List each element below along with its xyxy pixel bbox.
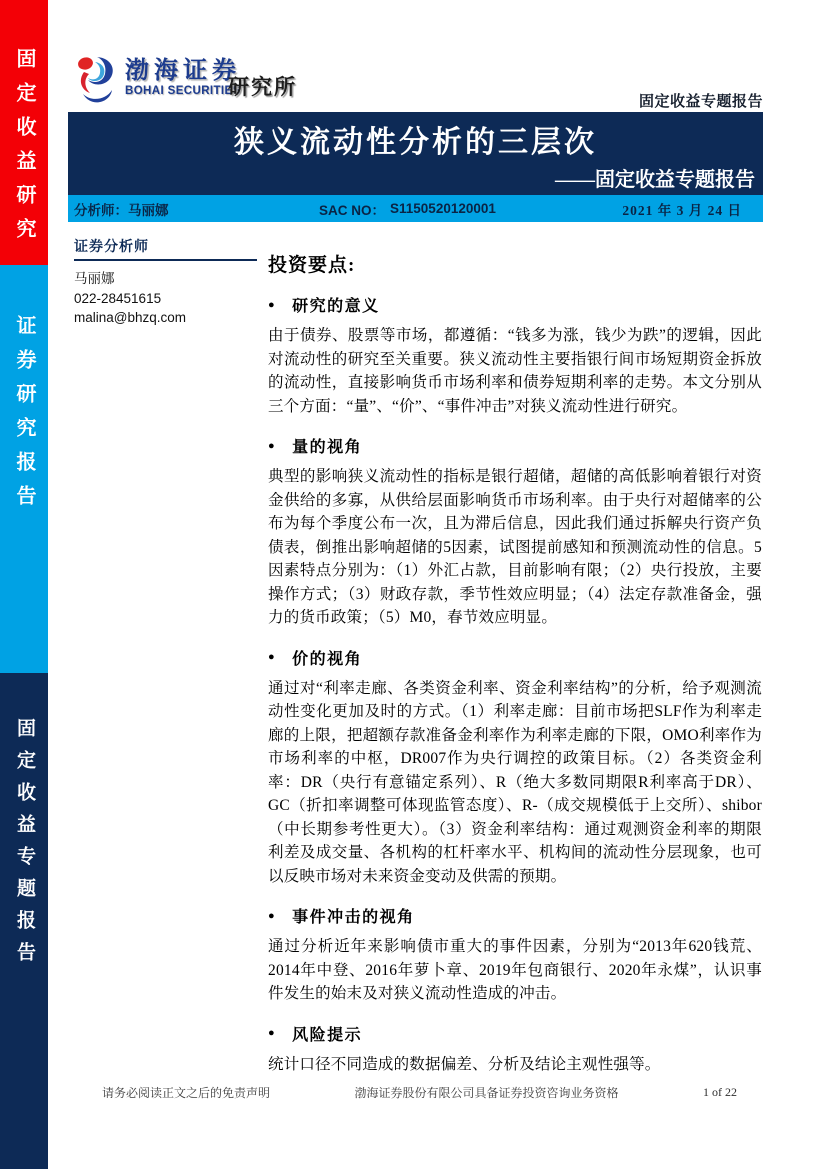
footer-page-number: 1 of 22: [703, 1085, 737, 1099]
section-heading: [268, 293, 762, 316]
section-body: 通过对“利率走廊、各类资金利率、资金利率结构”的分析，给予观测流动性变化更加及时的方式。（1）利率走廊：目前市场把SLF作为利率走廊的上限，把超额存款准备金利率作为利率走廊的下限，OMO利率作为市场利率的中枢，DR007作为央行调控的政策目标。（2）各类资金利率：DR（央行有意锚定系列）、R（绝大多数同期限R利率高于DR）、GC（折扣率调整可体现监管态度）、R-（成交规模低于上交所）、shibor（中长期参考性更大）。（3）资金利率结构：通过观测资金利率的期限利差及成交量、各机构的杠杆率水平、机构间的流动性分层现象，也可以反映市场对未来资金变动及供需的预期。: [268, 679, 762, 885]
section-title: 研究的意义: [292, 298, 380, 315]
main-content: [268, 250, 762, 1076]
section-body: 通过分析近年来影响债市重大的事件因素，分别为“2013年620钱荒、2014年中登、2016年萝卜章、2019年包商银行、2020年永煤”，认识事件发生的始末及对狭义流动性造成的冲击。: [268, 938, 762, 1002]
bullet-icon: ●: [268, 298, 277, 311]
bullet-icon: ●: [268, 1027, 277, 1039]
research-institute-label: 研究所: [228, 75, 297, 99]
bullet-icon: ●: [268, 909, 277, 922]
bohai-logo-icon: [76, 55, 120, 105]
section-title: 事件冲击的视角: [292, 909, 415, 926]
logo-name-en: BOHAI SECURITIES: [125, 85, 241, 97]
section-price-perspective: [268, 646, 762, 889]
analyst-name: 马丽娜: [74, 271, 115, 286]
report-title: 狭义流动性分析的三层次: [234, 126, 597, 159]
footer-disclaimer: 请务必阅读正文之后的免责声明: [102, 1086, 271, 1100]
section-heading: [268, 904, 762, 927]
analyst-meta-bar: [68, 195, 763, 222]
section-title: 风险提示: [292, 1026, 363, 1044]
logo-text: [125, 58, 241, 105]
report-subtitle: ——固定收益专题报告: [555, 169, 755, 191]
section-title: 量的视角: [292, 439, 363, 456]
analyst-name-label: 分析师：马丽娜: [74, 202, 169, 218]
sidebar-label-fixed-income-research: 固定收益研究: [13, 48, 35, 252]
company-logo: [76, 55, 241, 105]
section-body: 统计口径不同造成的数据偏差、分析及结论主观性强等。: [268, 1055, 661, 1073]
sidebar-section-top: [0, 0, 48, 265]
sidebar-label-securities-research-report: 证券研究报告: [13, 315, 35, 519]
sidebar-section-bottom: [0, 673, 48, 1169]
bullet-icon: ●: [268, 651, 277, 663]
section-body: 由于债券、股票等市场，都遵循：“钱多为涨，钱少为跌”的逻辑，因此对流动性的研究至关重要。狭义流动性主要指银行间市场短期资金拆放的流动性，直接影响货币市场利率和债券短期利率的走势。本文分别从三个方面：“量”、“价”、“事件冲击”对狭义流动性进行研究。: [268, 327, 762, 415]
bullet-icon: ●: [268, 439, 277, 452]
analyst-contact-card: [74, 236, 257, 325]
section-research-significance: [268, 293, 762, 418]
section-title: 价的视角: [292, 650, 363, 668]
section-heading: [268, 646, 762, 669]
report-date: 2021 年 3 月 24 日: [622, 202, 742, 218]
section-risk-warning: [268, 1022, 762, 1077]
title-banner: [68, 112, 763, 195]
footer-qualification: 渤海证券股份有限公司具备证券投资咨询业务资格: [354, 1086, 619, 1100]
section-heading: [268, 1022, 762, 1045]
analyst-email: malina@bhzq.com: [74, 310, 187, 325]
sidebar-section-middle: [0, 265, 48, 673]
section-event-shock-perspective: [268, 904, 762, 1006]
logo-name-cn: 渤海证券: [125, 58, 241, 84]
section-heading: [268, 434, 762, 457]
report-type-label: 固定收益专题报告: [638, 94, 763, 110]
sac-no-label: SAC NO：: [319, 202, 386, 218]
analyst-card-title: 证券分析师: [74, 236, 257, 261]
section-quantity-perspective: [268, 434, 762, 630]
sac-no-value: S1150520120001: [390, 201, 496, 216]
analyst-phone: 022-28451615: [74, 291, 162, 306]
section-body: 典型的影响狭义流动性的指标是银行超储，超储的高低影响着银行对资金供给的多寡，从供给层面影响货币市场利率。由于央行对超储率的公布为每个季度公布一次，且为滞后信息，因此我们通过拆解央行资产负债表，倒推出影响超储的5因素，试图提前感知和预测流动性的信息。5因素特点分别为：（1）外汇占款，目前影响有限；（2）央行投放，主要操作方式；（3）财政存款，季节性效应明显；（4）法定存款准备金，强力的货币政策；（5）M0，春节效应明显。: [268, 468, 762, 626]
page-footer: [68, 1084, 763, 1101]
sidebar-label-fixed-income-special-report: 固定收益专题报告: [14, 718, 35, 974]
investment-highlights-heading: 投资要点:: [268, 255, 356, 276]
